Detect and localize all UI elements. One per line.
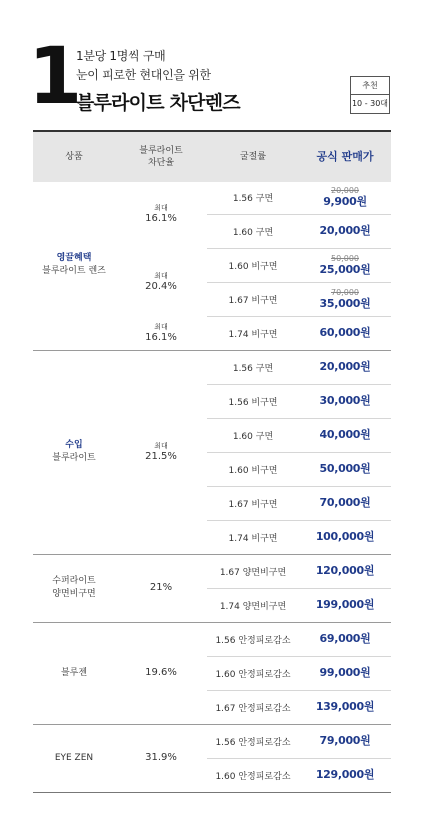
column-header-official-price: 공식 판매가 — [316, 150, 374, 163]
section-number: 1 — [28, 32, 83, 122]
refractive-index-cell: 1.67 비구면 — [228, 295, 278, 306]
price-cell — [299, 282, 391, 316]
blocking-rate-cell — [115, 350, 207, 554]
product-name-cell — [33, 622, 115, 724]
refractive-index-cell: 1.56 안정피로감소 — [215, 737, 291, 748]
recommend-badge — [350, 76, 390, 114]
refractive-index-cell: 1.60 비구면 — [228, 261, 278, 272]
product-name-highlight: 영끌혜택 — [56, 253, 92, 263]
price-cell — [299, 622, 391, 656]
sale-price: 139,000원 — [315, 700, 375, 713]
refractive-index-cell: 1.56 안정피로감소 — [215, 635, 291, 646]
product-name-cell — [33, 724, 115, 792]
sale-price: 60,000원 — [319, 326, 371, 339]
price-cell — [299, 316, 391, 350]
price-cell — [299, 350, 391, 384]
refractive-index-cell: 1.74 비구면 — [228, 329, 278, 340]
price-cell — [299, 418, 391, 452]
price-cell — [299, 452, 391, 486]
price-cell — [299, 520, 391, 554]
blocking-rate-prefix: 최대 — [154, 271, 168, 280]
page-title: 블루라이트 차단렌즈 — [76, 92, 240, 114]
price-cell — [299, 724, 391, 758]
blocking-rate-value: 31.9% — [145, 752, 177, 763]
product-name-cell — [33, 180, 115, 350]
group-divider — [33, 792, 391, 793]
product-name: EYE ZEN — [54, 752, 94, 763]
subtitle-line-2: 눈이 피로한 현대인을 위한 — [76, 68, 211, 82]
price-cell — [299, 758, 391, 792]
price-cell — [299, 214, 391, 248]
refractive-index-cell: 1.56 비구면 — [228, 397, 278, 408]
sale-price: 70,000원 — [319, 496, 371, 509]
price-cell — [299, 588, 391, 622]
blocking-rate-prefix: 최대 — [154, 203, 168, 212]
blocking-rate-cell — [115, 554, 207, 622]
blocking-rate-value: 21% — [149, 582, 173, 593]
sale-price: 79,000원 — [319, 734, 371, 747]
sale-price: 20,000원 — [319, 224, 371, 237]
sale-price: 100,000원 — [315, 530, 375, 543]
blocking-rate-prefix: 최대 — [154, 441, 168, 450]
refractive-index-cell: 1.74 비구면 — [228, 533, 278, 544]
price-cell — [299, 180, 391, 214]
sale-price: 129,000원 — [315, 768, 375, 781]
price-cell — [299, 554, 391, 588]
product-name: 블루라이트 렌즈 — [42, 266, 106, 276]
price-cell — [299, 384, 391, 418]
sale-price: 9,900원 — [323, 194, 367, 208]
refractive-index-cell: 1.67 안정피로감소 — [215, 703, 291, 714]
refractive-index-cell: 1.60 비구면 — [228, 465, 278, 476]
blocking-rate-cell — [115, 316, 207, 350]
sale-price: 30,000원 — [319, 394, 371, 407]
blocking-rate-cell — [115, 180, 207, 248]
badge-age-range: 10 - 30대 — [351, 99, 389, 108]
blocking-rate-value: 20.4% — [145, 280, 177, 292]
blocking-rate-value: 16.1% — [145, 212, 177, 224]
badge-label: 추천 — [351, 77, 389, 95]
product-name: 블루라이트 — [52, 453, 96, 463]
refractive-index-cell: 1.60 안정피로감소 — [215, 771, 291, 782]
refractive-index-cell: 1.60 구면 — [232, 431, 274, 442]
refractive-index-cell: 1.60 구면 — [232, 227, 274, 238]
blocking-rate-value: 21.5% — [145, 450, 177, 462]
blocking-rate-value: 16.1% — [145, 331, 177, 343]
blocking-rate-cell — [115, 724, 207, 792]
original-price: 20,000 — [331, 185, 359, 195]
sale-price: 25,000원 — [319, 262, 371, 276]
refractive-index-cell: 1.60 안정피로감소 — [215, 669, 291, 680]
page-header — [0, 0, 425, 130]
subtitle-line-1: 1분당 1명씩 구매 — [76, 49, 166, 63]
column-header-refractive-index: 굴절률 — [239, 152, 267, 162]
sale-price: 40,000원 — [319, 428, 371, 441]
refractive-index-cell: 1.67 비구면 — [228, 499, 278, 510]
column-header-blocking-rate: 블루라이트 차단율 — [139, 146, 183, 168]
sale-price: 199,000원 — [315, 598, 375, 611]
refractive-index-cell: 1.74 양면비구면 — [219, 601, 287, 612]
refractive-index-cell: 1.56 구면 — [232, 363, 274, 374]
price-cell — [299, 248, 391, 282]
product-name: 수퍼라이트 양면비구면 — [52, 576, 96, 599]
price-cell — [299, 486, 391, 520]
blocking-rate-cell — [115, 248, 207, 316]
sale-price: 99,000원 — [319, 666, 371, 679]
original-price: 70,000 — [331, 287, 359, 297]
sale-price: 120,000원 — [315, 564, 375, 577]
refractive-index-cell: 1.56 구면 — [232, 193, 274, 204]
blocking-rate-cell — [115, 622, 207, 724]
product-name-cell — [33, 350, 115, 554]
sale-price: 50,000원 — [319, 462, 371, 475]
product-name: 블루젠 — [60, 667, 88, 678]
price-cell — [299, 656, 391, 690]
blocking-rate-value: 19.6% — [145, 667, 177, 678]
column-header-product: 상품 — [65, 152, 83, 162]
sale-price: 35,000원 — [319, 296, 371, 310]
blocking-rate-prefix: 최대 — [154, 322, 168, 331]
product-name-cell — [33, 554, 115, 622]
table-header — [33, 130, 391, 182]
sale-price: 20,000원 — [319, 360, 371, 373]
price-cell — [299, 690, 391, 724]
refractive-index-cell: 1.67 양면비구면 — [219, 567, 287, 578]
original-price: 50,000 — [331, 253, 359, 263]
product-name-highlight: 수입 — [65, 440, 83, 450]
sale-price: 69,000원 — [319, 632, 371, 645]
